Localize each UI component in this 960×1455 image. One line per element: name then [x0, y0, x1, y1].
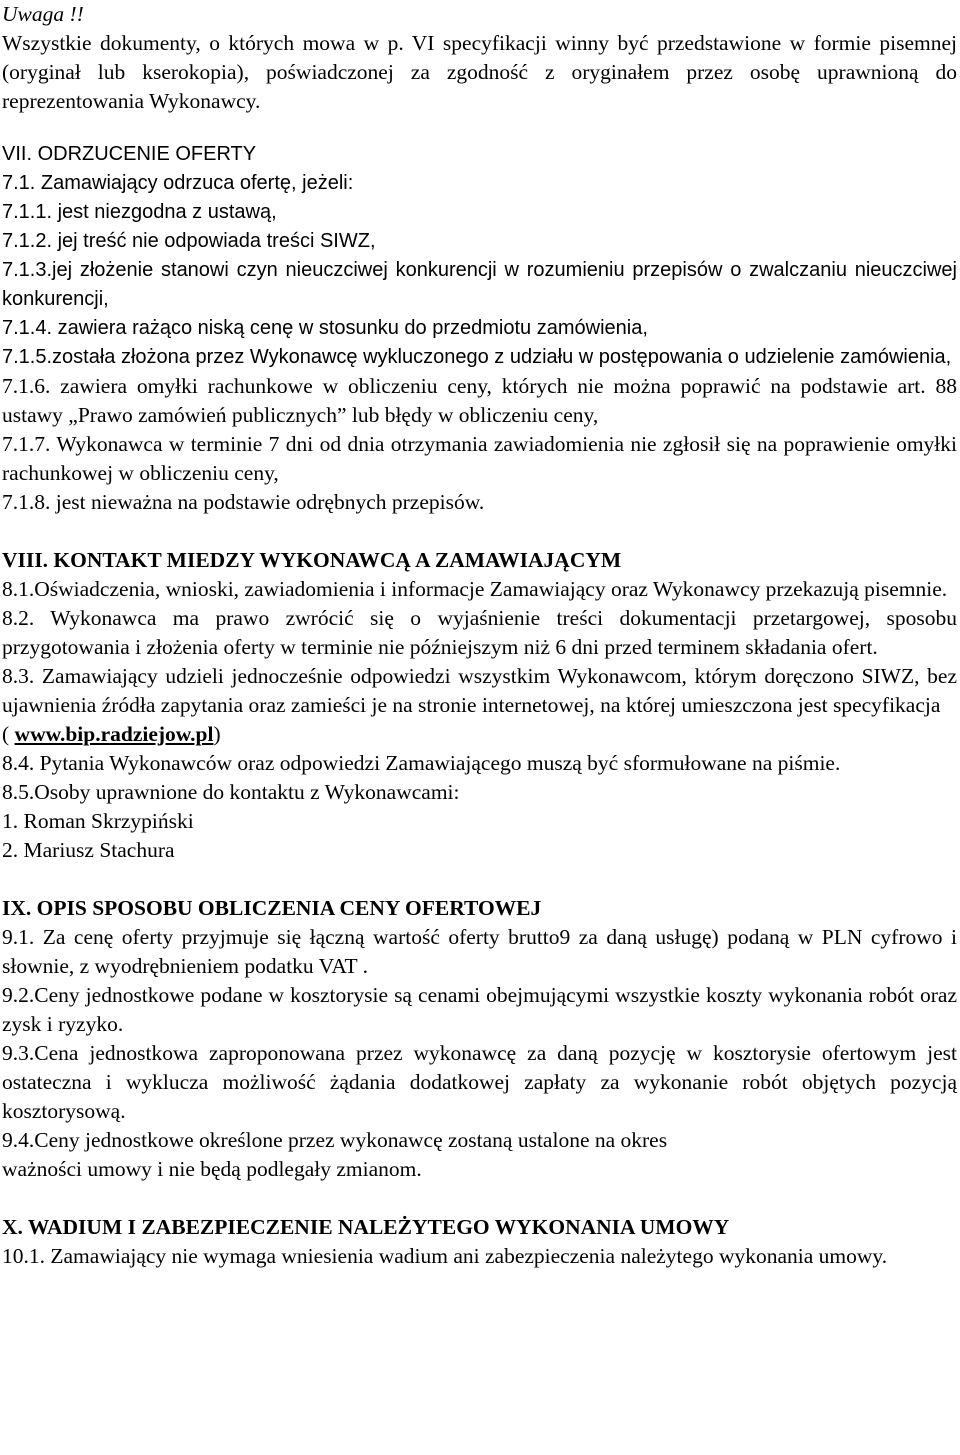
- paragraph-7-1: 7.1. Zamawiający odrzuca ofertę, jeżeli:: [2, 172, 354, 194]
- section-7-heading: VII. ODRZUCENIE OFERTY: [2, 143, 257, 165]
- paragraph-9-4-line-2: ważności umowy i nie będą podlegały zmianom.: [2, 1157, 422, 1181]
- bip-link-line: [2, 720, 957, 749]
- paragraph-9-4-line-1: 9.4.Ceny jednostkowe określone przez wykonawcę zostaną ustalone na okres: [2, 1128, 668, 1152]
- paragraph-7-1-5: 7.1.5.została złożona przez Wykonawcę wykluczonego z udziału w postępowania o udzielenie zamówienia,: [2, 346, 952, 368]
- spacer: [2, 865, 957, 894]
- paragraph-7-1-6: 7.1.6. zawiera omyłki rachunkowe w obliczeniu ceny, których nie można poprawić na podstawie art. 88 ustawy „Prawo zamówień publicznych” lub błędy w obliczeniu ceny,: [2, 374, 957, 427]
- contact-person-2: 2. Mariusz Stachura: [2, 838, 175, 862]
- paragraph-8-1: 8.1.Oświadczenia, wnioski, zawiadomienia i informacje Zamawiający oraz Wykonawcy przekazują pisemnie.: [2, 577, 948, 601]
- contact-person-1: 1. Roman Skrzypiński: [2, 809, 194, 833]
- paragraph-8-5: 8.5.Osoby uprawnione do kontaktu z Wykonawcami:: [2, 780, 460, 804]
- spacer: [2, 517, 957, 546]
- paragraph-9-1: 9.1. Za cenę oferty przyjmuje się łączną wartość oferty brutto9 za daną usługę) podaną w PLN cyfrowo i słownie, z wyodrębnieniem podatku VAT .: [2, 925, 957, 978]
- paragraph-7-1-2: 7.1.2. jej treść nie odpowiada treści SIWZ,: [2, 230, 376, 252]
- link-close-paren: ): [213, 722, 221, 746]
- warning-label: Uwaga !!: [2, 2, 84, 26]
- paragraph-7-1-4: 7.1.4. zawiera rażąco niską cenę w stosunku do przedmiotu zamówienia,: [2, 317, 648, 339]
- section-9-heading: IX. OPIS SPOSOBU OBLICZENIA CENY OFERTOWEJ: [2, 896, 542, 920]
- paragraph-8-3: 8.3. Zamawiający udzieli jednocześnie odpowiedzi wszystkim Wykonawcom, którym doręczono SIWZ, bez ujawnienia źródła zapytania oraz zamieści je na stronie internetowej, na której umieszczona jest specyfikacja: [2, 664, 957, 717]
- link-open-paren: (: [2, 722, 15, 746]
- bip-link[interactable]: www.bip.radziejow.pl: [14, 722, 214, 746]
- paragraph-7-1-7: 7.1.7. Wykonawca w terminie 7 dni od dnia otrzymania zawiadomienia nie zgłosił się na poprawienie omyłki rachunkowej w obliczeniu ceny,: [2, 432, 957, 485]
- paragraph-10-1: 10.1. Zamawiający nie wymaga wniesienia wadium ani zabezpieczenia należytego wykonania umowy.: [2, 1244, 888, 1268]
- section-8-heading: VIII. KONTAKT MIEDZY WYKONAWCĄ A ZAMAWIAJĄCYM: [2, 548, 622, 572]
- intro-paragraph: Wszystkie dokumenty, o których mowa w p. VI specyfikacji winny być przedstawione w formie pisemnej (oryginał lub kserokopia), poświadczonej za zgodność z oryginałem przez osobę uprawnioną do reprezentowania Wykonawcy.: [2, 31, 957, 113]
- section-10-heading: X. WADIUM I ZABEZPIECZENIE NALEŻYTEGO WYKONANIA UMOWY: [2, 1215, 730, 1239]
- paragraph-9-2: 9.2.Ceny jednostkowe podane w kosztorysie są cenami obejmującymi wszystkie koszty wykonania robót oraz zysk i ryzyko.: [2, 983, 957, 1036]
- document-page: [2, 0, 957, 1271]
- paragraph-9-3: 9.3.Cena jednostkowa zaproponowana przez wykonawcę za daną pozycję w kosztorysie ofertowym jest ostateczna i wyklucza możliwość żądania dodatkowej zapłaty za wykonanie robót objętych pozycją kosztorysową.: [2, 1041, 957, 1123]
- spacer: [2, 116, 957, 140]
- paragraph-7-1-8: 7.1.8. jest nieważna na podstawie odrębnych przepisów.: [2, 490, 485, 514]
- spacer: [2, 1184, 957, 1213]
- paragraph-7-1-1: 7.1.1. jest niezgodna z ustawą,: [2, 201, 277, 223]
- paragraph-8-2: 8.2. Wykonawca ma prawo zwrócić się o wyjaśnienie treści dokumentacji przetargowej, sposobu przygotowania i złożenia oferty w terminie nie późniejszym niż 6 dni przed terminem składania ofert.: [2, 606, 957, 659]
- paragraph-7-1-3: 7.1.3.jej złożenie stanowi czyn nieuczciwej konkurencji w rozumieniu przepisów o zwalczaniu nieuczciwej konkurencji,: [2, 259, 957, 310]
- paragraph-8-4: 8.4. Pytania Wykonawców oraz odpowiedzi Zamawiającego muszą być sformułowane na piśmie.: [2, 751, 841, 775]
